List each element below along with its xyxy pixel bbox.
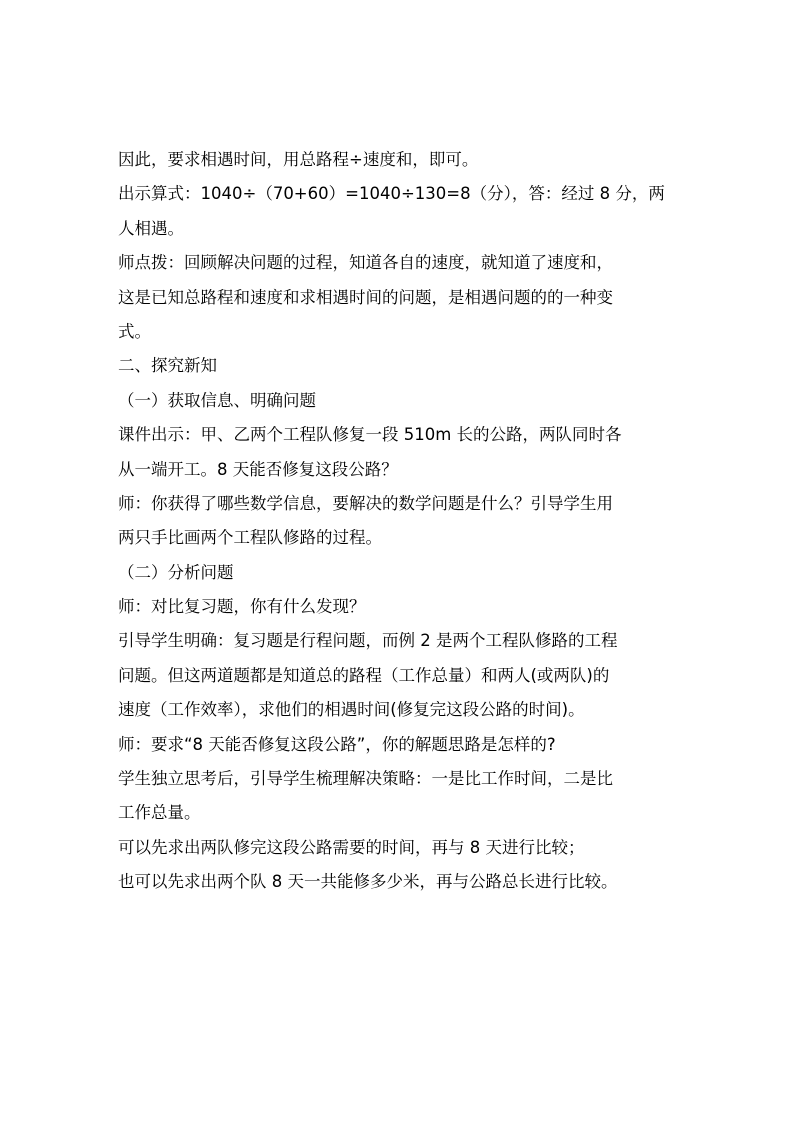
text-line: 因此，要求相遇时间，用总路程÷速度和，即可。	[118, 150, 479, 169]
text-line: 式。	[118, 321, 151, 341]
text-line: 两只手比画两个工程队修路的过程。	[118, 528, 382, 548]
text-line: 出示算式：1040÷（70+60）=1040÷130=8（分），答：经过 8 分，两	[118, 184, 665, 204]
text-line: 问题。但这两道题都是知道总的路程（工作总量）和两人(或两队)的	[118, 665, 610, 685]
text-line: 师点拨：回顾解决问题的过程，知道各自的速度，就知道了速度和，	[118, 253, 613, 273]
subsection-heading: （一）获取信息、明确问题	[118, 390, 316, 410]
section-heading: 二、探究新知	[118, 356, 217, 376]
text-line: 也可以先求出两个队 8 天一共能修多少米，再与公路总长进行比较。	[118, 872, 618, 892]
text-line: 师：对比复习题，你有什么发现？	[118, 597, 366, 617]
text-line: 师：要求“8 天能否修复这段公路”，你的解题思路是怎样的?	[118, 734, 556, 754]
text-line: 从一端开工。8 天能否修复这段公路？	[118, 459, 398, 479]
text-line: 这是已知总路程和速度和求相遇时间的问题，是相遇问题的的一种变	[118, 287, 613, 307]
text-line: 引导学生明确：复习题是行程问题，而例 2 是两个工程队修路的工程	[118, 631, 618, 651]
document-body	[118, 143, 680, 900]
text-line: 可以先求出两队修完这段公路需要的时间，再与 8 天进行比较；	[118, 837, 585, 857]
text-line: 师：你获得了哪些数学信息，要解决的数学问题是什么？引导学生用	[118, 493, 613, 513]
text-line: 学生独立思考后，引导学生梳理解决策略：一是比工作时间，二是比	[118, 769, 613, 789]
subsection-heading: （二）分析问题	[118, 562, 234, 582]
text-line: 工作总量。	[118, 803, 201, 823]
text-line: 速度（工作效率），求他们的相遇时间(修复完这段公路的时间)。	[118, 700, 585, 720]
text-line: 人相遇。	[118, 218, 184, 238]
text-line: 课件出示：甲、乙两个工程队修复一段 510m 长的公路，两队同时各	[118, 425, 622, 445]
